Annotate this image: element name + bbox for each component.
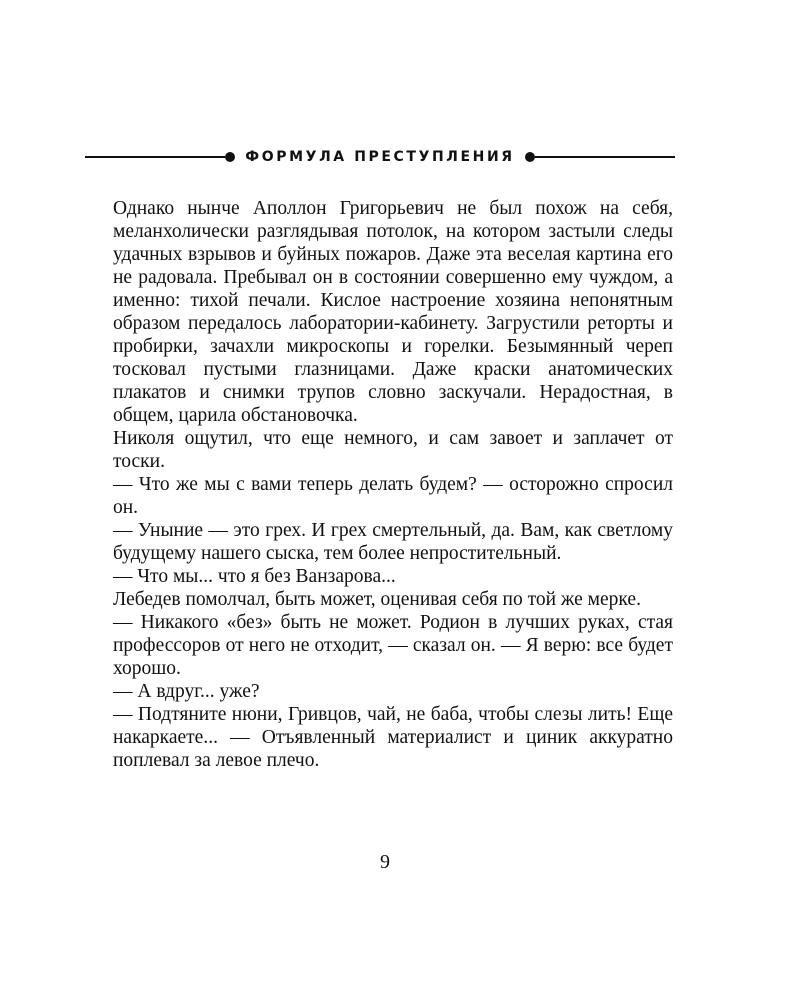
body-text bbox=[113, 197, 673, 772]
paragraph: — Уныние — это грех. И грех смертельный, да. Вам, как светлому будущему нашего сыска, тем более непростительный. bbox=[113, 520, 673, 564]
header-dot-right bbox=[525, 152, 535, 162]
paragraph: — А вдруг... уже? bbox=[113, 681, 260, 702]
paragraph: Однако нынче Аполлон Григорьевич не был похож на себя, меланхолически разглядывая потолок, на котором застыли следы удачных взрывов и буйных пожаров. Даже эта веселая картина его не радовала. Пребывал он в состоянии совершенно ему чуждом, а именно: тихой печали. Кислое настроение хозяина непонятным образом передалось лаборатории-кабинету. Загрустили реторты и пробирки, зачахли микроскопы и горелки. Безымянный череп тосковал пустыми глазницами. Даже краски анатомических плакатов и снимки трупов словно заскучали. Нерадостная, в общем, царила обстановочка. bbox=[113, 198, 673, 426]
running-header bbox=[85, 146, 675, 168]
paragraph: — Никакого «без» быть не может. Родион в лучших руках, стая профессоров от него не отходит, — сказал он. — Я верю: все будет хорошо. bbox=[113, 612, 673, 679]
header-rule-right bbox=[535, 156, 675, 158]
paragraph: Николя ощутил, что еще немного, и сам завоет и заплачет от тоски. bbox=[113, 428, 673, 472]
running-header-title: ФОРМУЛА ПРЕСТУПЛЕНИЯ bbox=[245, 149, 515, 165]
paragraph: — Что мы... что я без Ванзарова... bbox=[113, 566, 396, 587]
paragraph: — Что же мы с вами теперь делать будем? — осторожно спросил он. bbox=[113, 474, 673, 518]
page-number: 9 bbox=[380, 851, 390, 873]
paragraph: Лебедев помолчал, быть может, оценивая себя по той же мерке. bbox=[113, 589, 641, 610]
paragraph: — Подтяните нюни, Гривцов, чай, не баба, чтобы слезы лить! Еще накаркаете... — Отъявленный материалист и циник аккуратно поплевал за левое плечо. bbox=[113, 704, 673, 771]
